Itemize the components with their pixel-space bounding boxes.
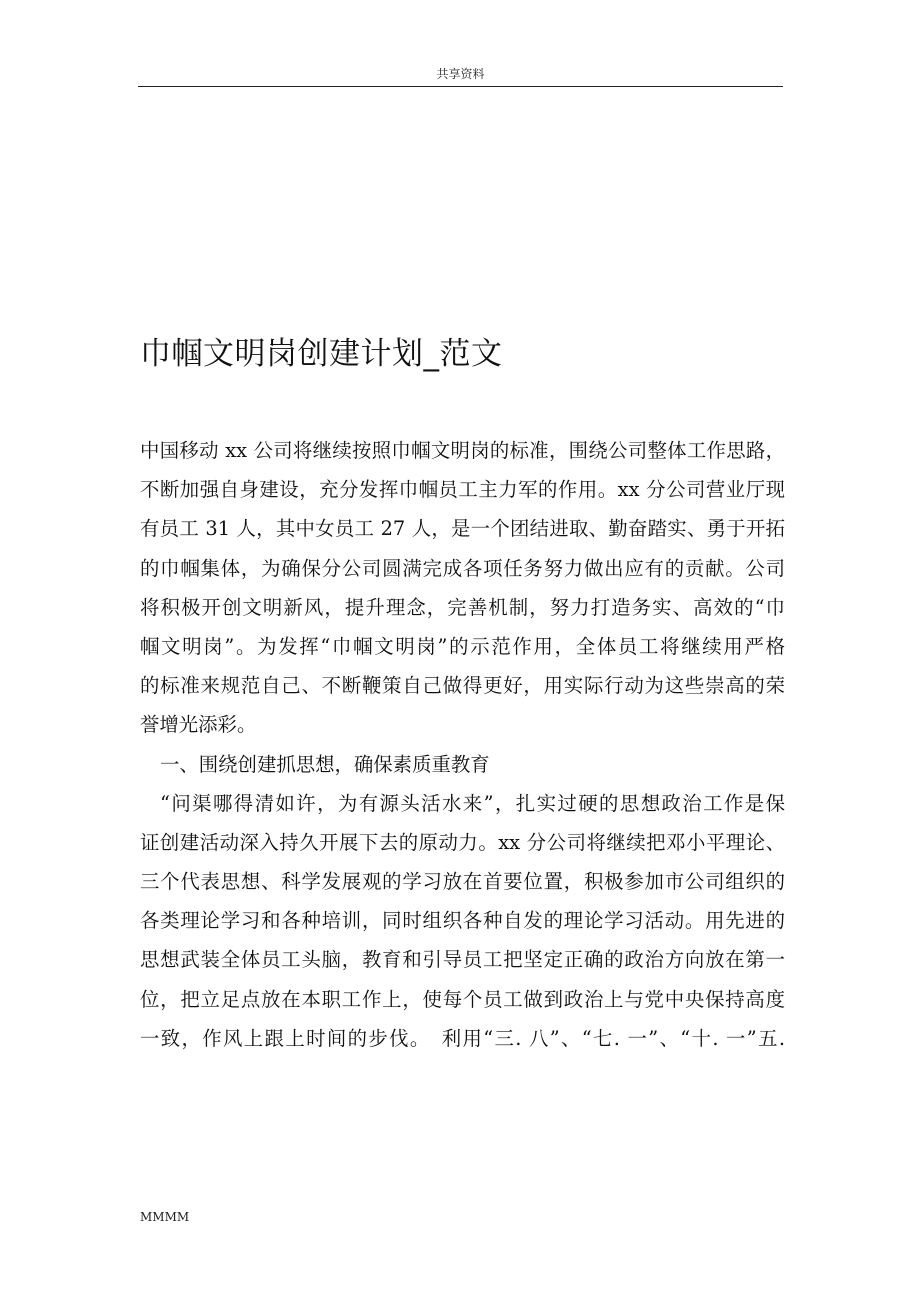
page-header: 共享资料 <box>138 64 783 87</box>
paragraph-2-line: 各类理论学习和各种培训，同时组织各种自发的理论学习活动。用先进的 <box>140 909 785 933</box>
page-footer: MMMM <box>140 1210 190 1224</box>
paragraph-1-line: 中国移动 xx 公司将继续按照巾帼文明岗的标准，围绕公司整体工作思路， <box>140 439 785 462</box>
paragraph-1-line: 的标准来规范自己、不断鞭策自己做得更好，用实际行动为这些崇高的荣 <box>140 674 785 698</box>
paragraph-1-line: 不断加强自身建设，充分发挥巾帼员工主力军的作用。xx 分公司营业厅现 <box>140 478 785 502</box>
paragraph-2-line: 证创建活动深入持久开展下去的原动力。xx 分公司将继续把邓小平理论、 <box>140 830 785 854</box>
paragraph-2-line: 位，把立足点放在本职工作上，使每个员工做到政治上与党中央保持高度 <box>140 987 785 1011</box>
paragraph-2-line: 一致，作风上跟上时间的步伐。 利用“三. 八”、“七. 一”、“十. 一”五. <box>140 1026 785 1050</box>
paragraph-2-line: 三个代表思想、科学发展观的学习放在首要位置，积极参加市公司组织的 <box>140 870 785 894</box>
paragraph-2-line: 思想武装全体员工头脑，教育和引导员工把坚定正确的政治方向放在第一 <box>140 948 785 972</box>
paragraph-1-line: 的巾帼集体，为确保分公司圆满完成各项任务努力做出应有的贡献。公司 <box>140 556 785 580</box>
document-body <box>140 431 785 1058</box>
paragraph-1-line: 将积极开创文明新风，提升理念，完善机制，努力打造务实、高效的“巾 <box>140 595 785 619</box>
document-title: 巾帼文明岗创建计划_范文 <box>140 336 503 372</box>
paragraph-1-line: 有员工 31 人，其中女员工 27 人，是一个团结进取、勤奋踏实、勇于开拓 <box>140 517 785 541</box>
paragraph-1-line: 誉增光添彩。 <box>140 713 257 737</box>
section-heading: 一、围绕创建抓思想，确保素质重教育 <box>160 752 490 776</box>
paragraph-1-line: 帼文明岗”。为发挥“巾帼文明岗”的示范作用，全体员工将继续用严格 <box>140 634 785 658</box>
paragraph-2-line: “问渠哪得清如许，为有源头活水来”，扎实过硬的思想政治工作是保 <box>160 791 785 815</box>
